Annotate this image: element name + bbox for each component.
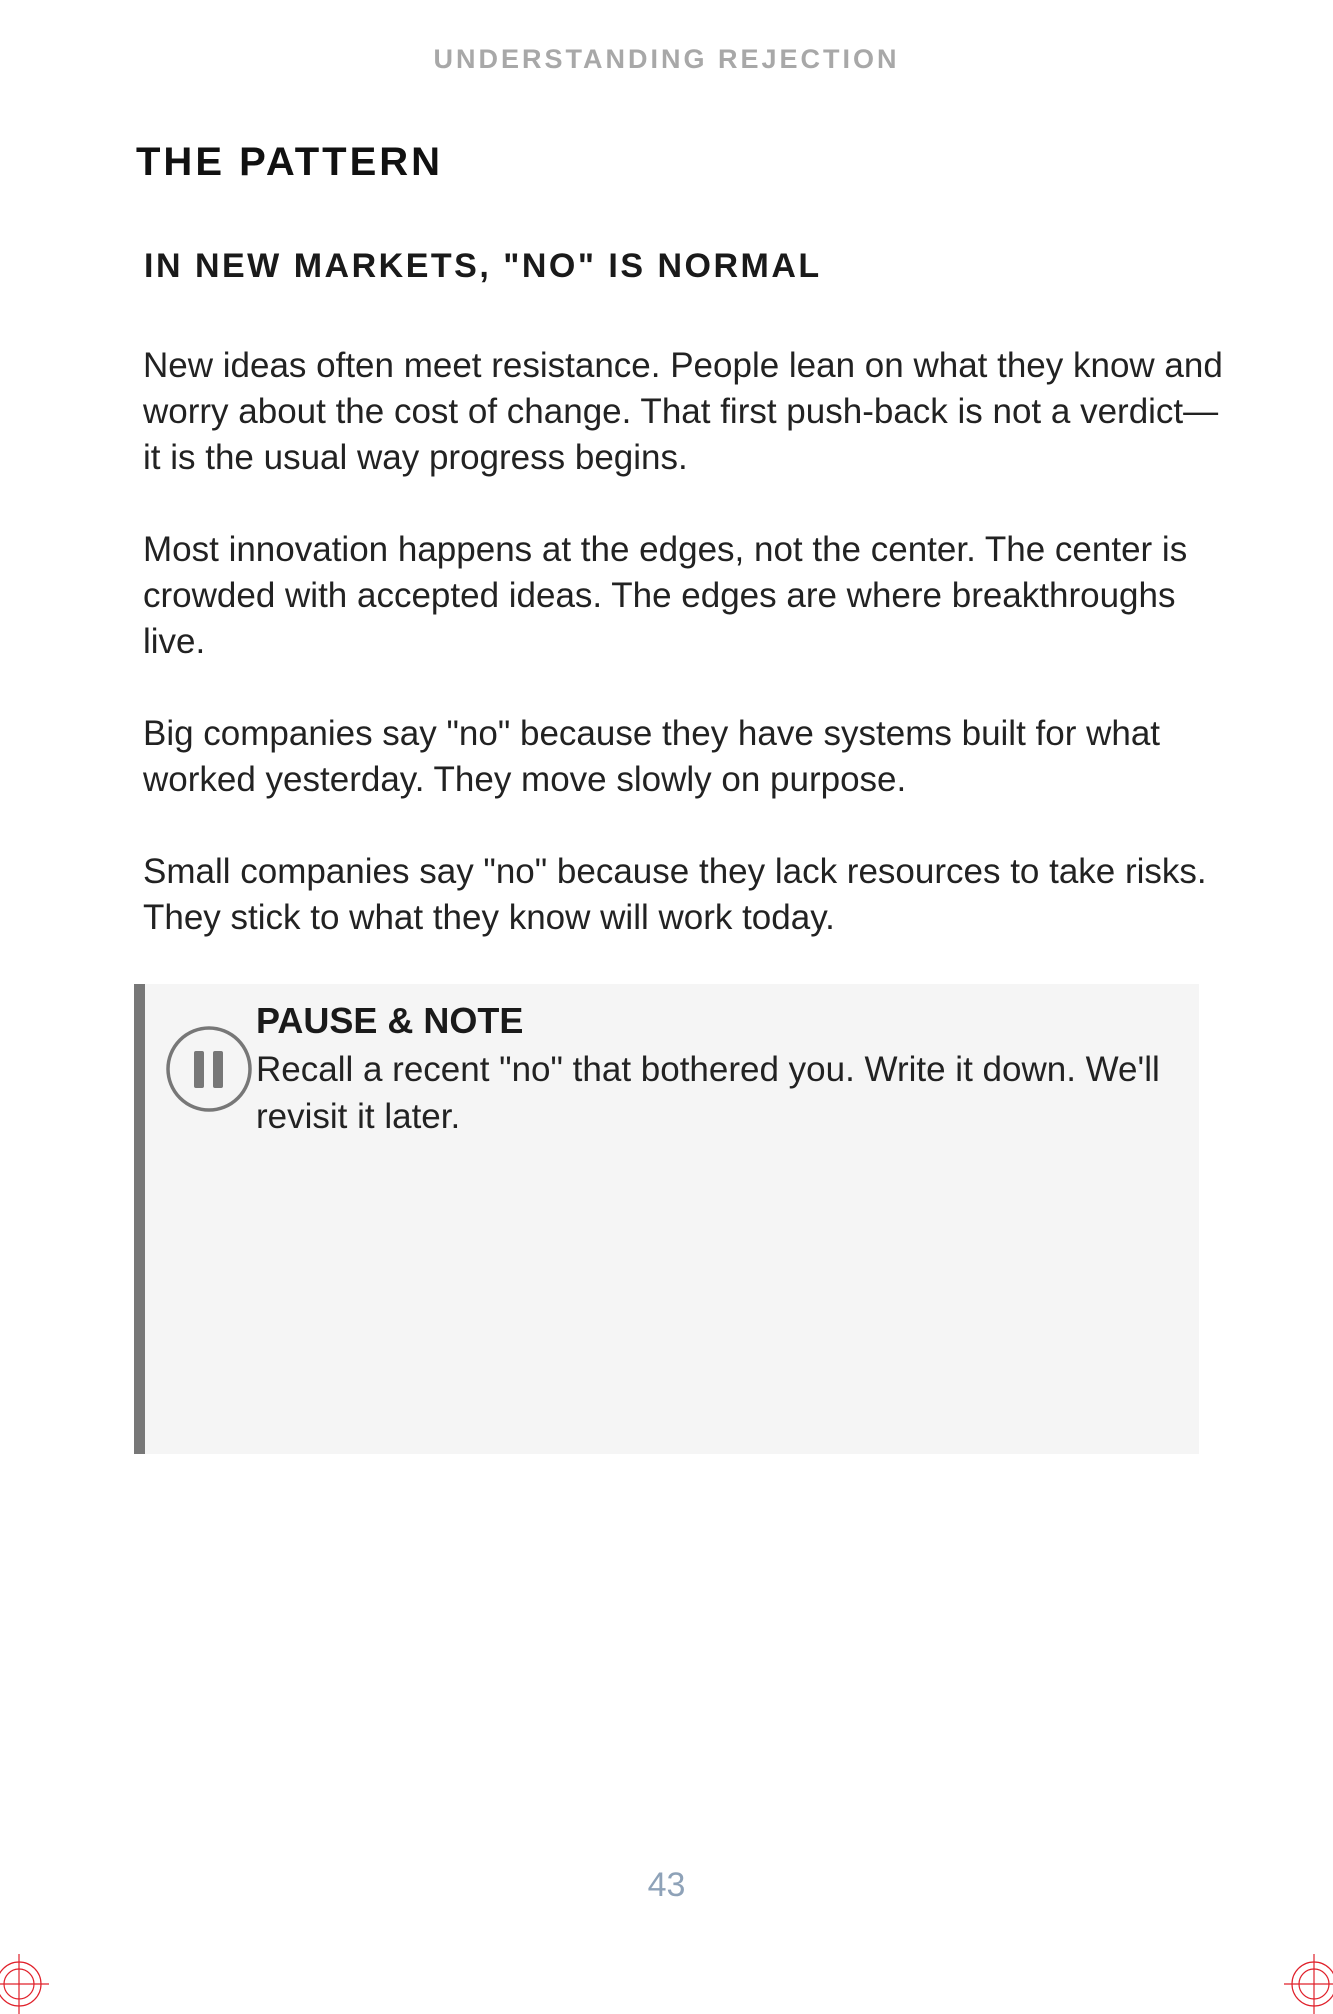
- paragraph: Big companies say "no" because they have systems built for what worked yesterday. They move slowly on purpose.: [143, 714, 1161, 799]
- paragraph: Most innovation happens at the edges, not the center. The center is crowded with accepted ideas. The edges are where breakthroughs live.: [143, 530, 1188, 661]
- crop-mark-icon: [1284, 1954, 1333, 2014]
- note-title: PAUSE & NOTE: [256, 1000, 524, 1041]
- page-number: 43: [647, 1866, 686, 1904]
- pause-note-box: [134, 984, 1199, 1454]
- running-header: UNDERSTANDING REJECTION: [433, 44, 900, 74]
- crop-mark-icon: [0, 1954, 49, 2014]
- paragraph: New ideas often meet resistance. People lean on what they know and worry about the cost of change. That first push-back is not a verdict—it is the usual way progress begins.: [143, 346, 1223, 477]
- subtitle: IN NEW MARKETS, "NO" IS NORMAL: [144, 247, 822, 285]
- pause-icon: [166, 1026, 252, 1112]
- body-text: [143, 343, 1223, 987]
- note-text: Recall a recent "no" that bothered you. Write it down. We'll revisit it later.: [256, 1050, 1180, 1136]
- section-title: THE PATTERN: [136, 140, 444, 184]
- paragraph: Small companies say "no" because they lack resources to take risks. They stick to what they know will work today.: [143, 852, 1207, 937]
